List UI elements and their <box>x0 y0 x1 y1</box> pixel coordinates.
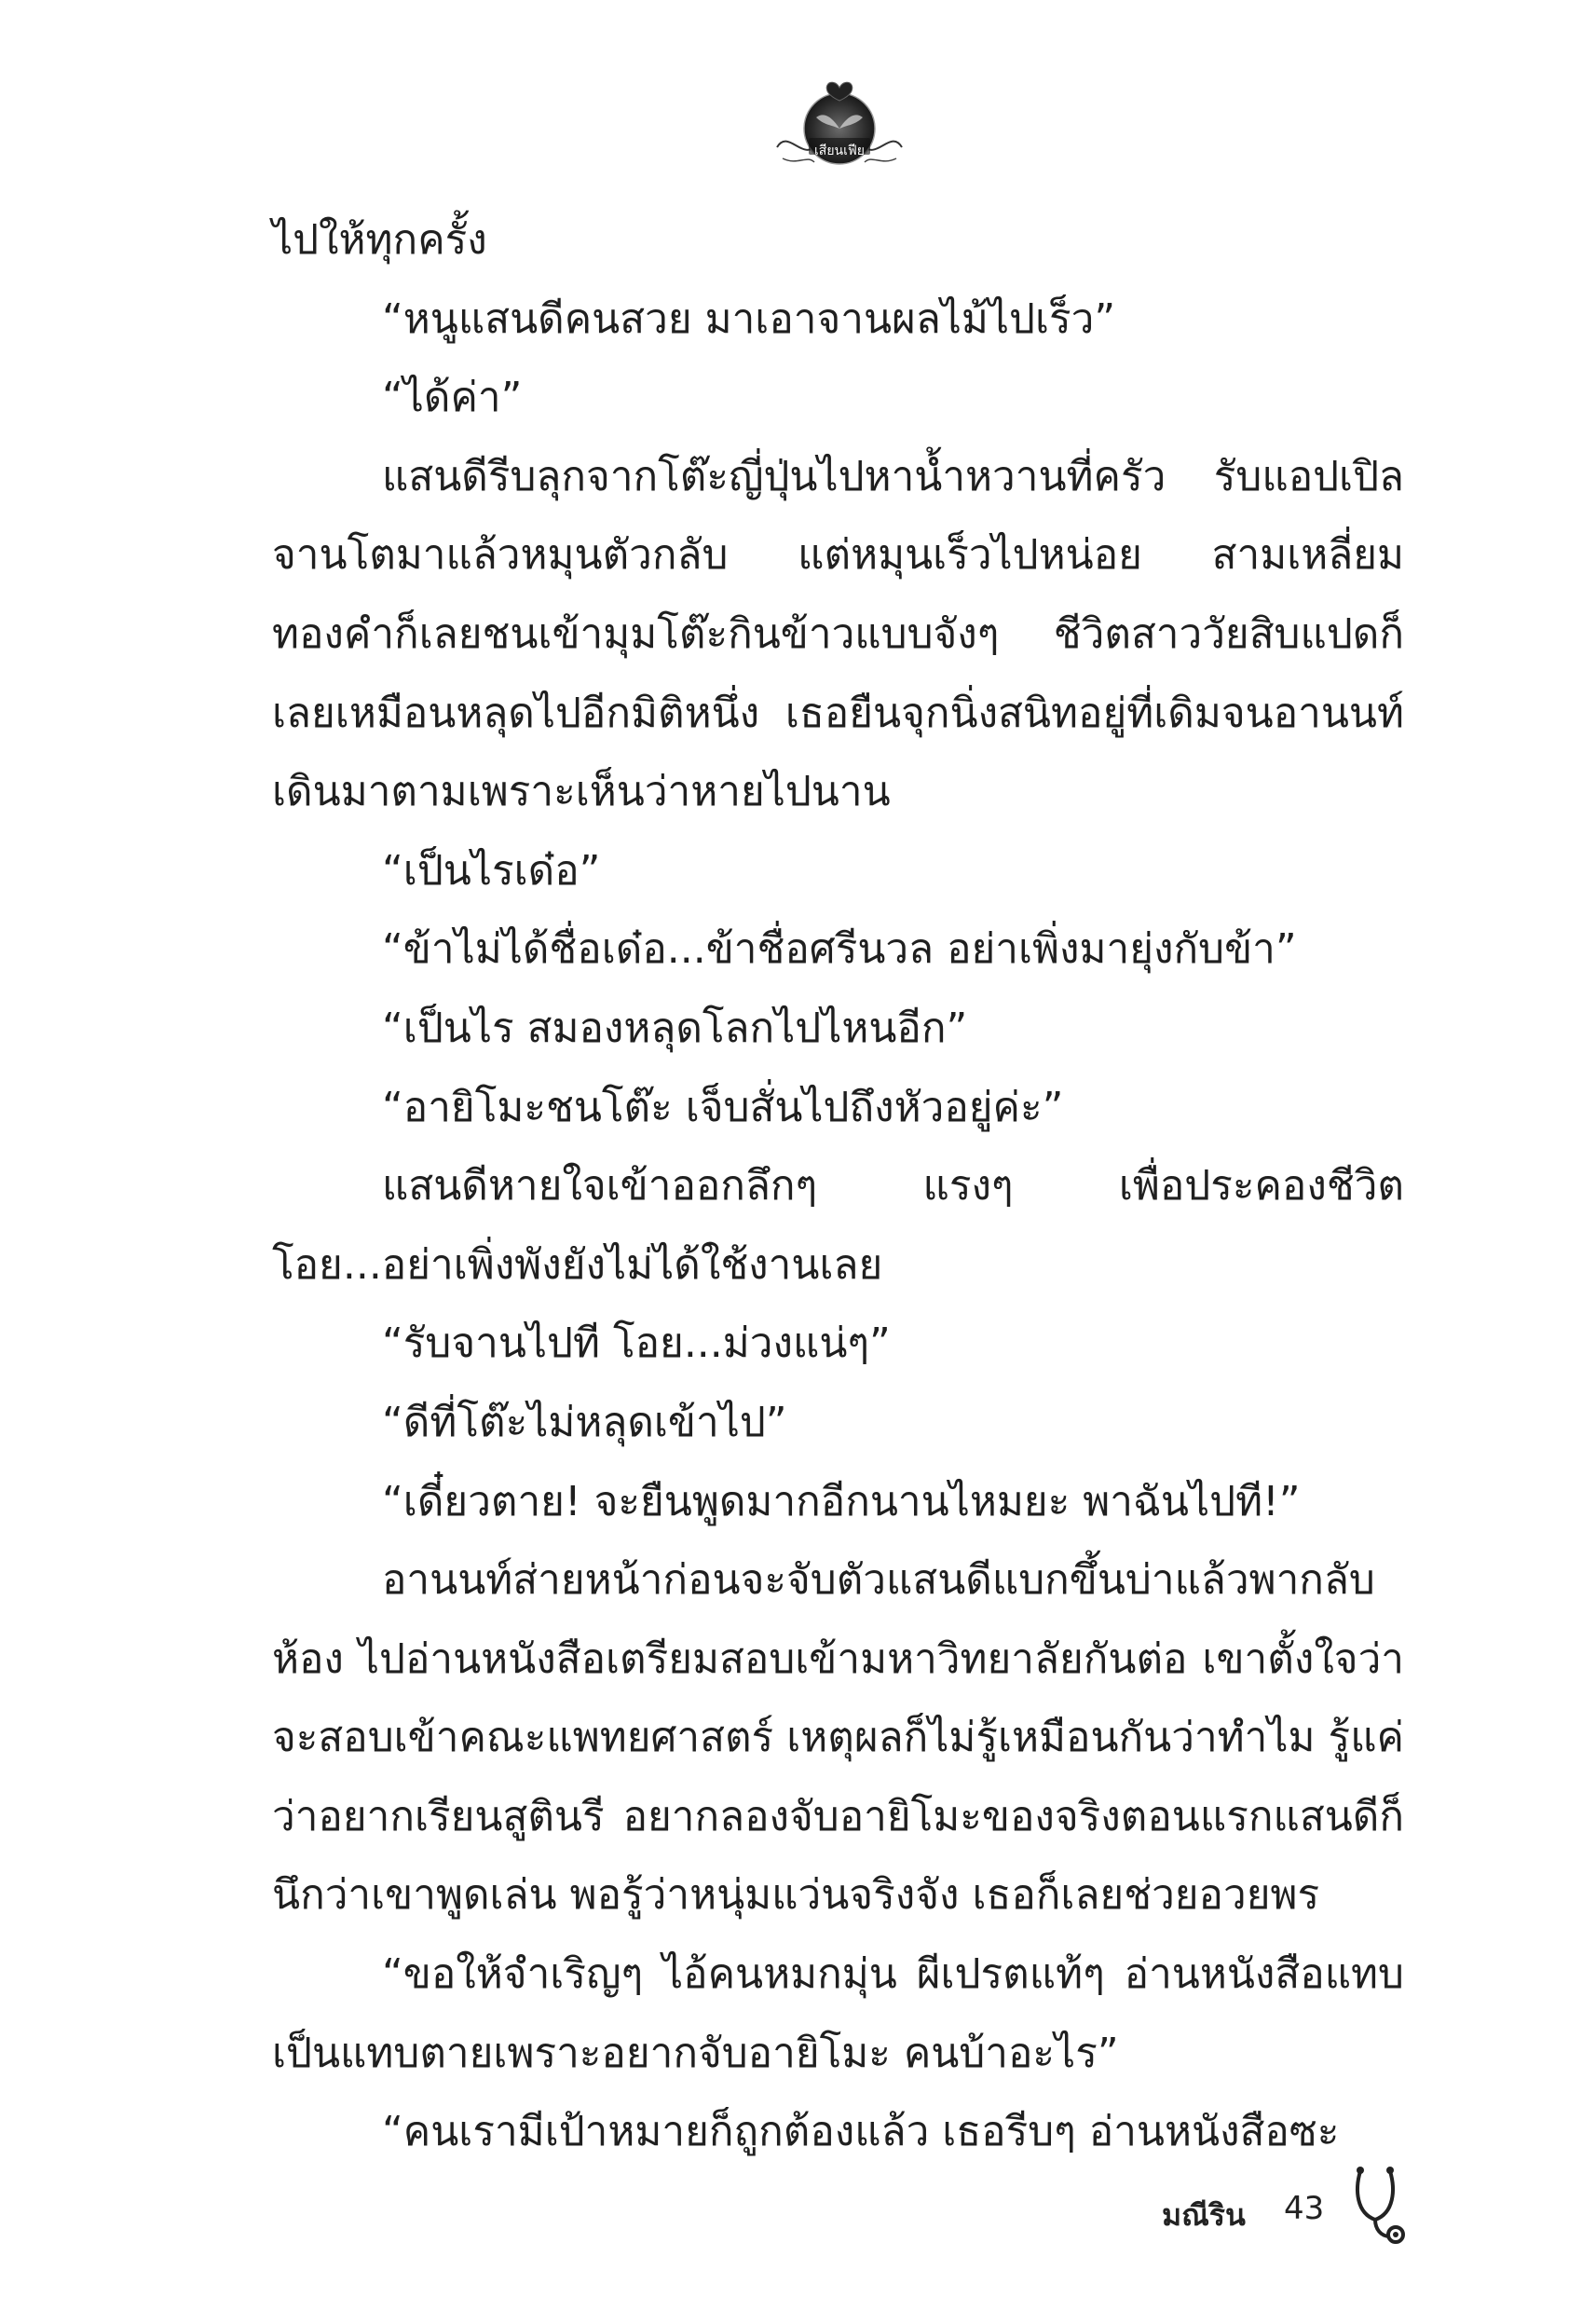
paragraph-9: แสนดีหายใจเข้าออกลึกๆ แรงๆ เพื่อประคองชีวิต โอย...อย่าเพิ่งพังยังไม่ได้ใช้งานเลย <box>272 1162 1404 1289</box>
paragraph-15: “คนเรามีเป้าหมายก็ถูกต้องแล้ว เธอรีบๆ อ่านหนังสือซะ <box>382 2108 1340 2156</box>
paragraph-5: “เป็นไรเด๋อ” <box>382 846 601 895</box>
logo-text: เสียนเฟีย <box>813 144 865 158</box>
paragraph-4: แสนดีรีบลุกจากโต๊ะญี่ปุ่นไปหาน้ำหวานที่ครัว รับแอปเปิลจานโตมาแล้วหมุนตัวกลับ แต่หมุนเร็วไปหน่อย สามเหลี่ยมทองคำก็เลยชนเข้ามุมโต๊ะกินข้าวแบบจังๆ ชีวิตสาววัยสิบแปดก็เลยเหมือนหลุดไปอีกมิติหนึ่ง เธอยืนจุกนิ่งสนิทอยู่ที่เดิมจนอานนท์เดินมาตามเพราะเห็นว่าหายไปนาน <box>272 452 1404 816</box>
paragraph-8: “อายิโมะชนโต๊ะ เจ็บสั่นไปถึงหัวอยู่ค่ะ” <box>382 1083 1064 1131</box>
paragraph-1: ไปให้ทุกครั้ง <box>272 216 487 264</box>
paragraph-13: อานนท์ส่ายหน้าก่อนจะจับตัวแสนดีแบกขึ้นบ่าแล้วพากลับห้อง ไปอ่านหนังสือเตรียมสอบเข้ามหาวิทยาลัยกันต่อ เขาตั้งใจว่าจะสอบเข้าคณะแพทยศาสตร์ เหตุผลก็ไม่รู้เหมือนกันว่าทำไม รู้แค่ว่าอยากเรียนสูตินรี อยากลองจับอายิโมะของจริงตอนแรกแสนดีก็นึกว่าเขาพูดเล่น พอรู้ว่าหนุ่มแว่นจริงจัง เธอก็เลยช่วยอวยพร <box>272 1556 1404 1920</box>
paragraph-12: “เดี๋ยวตาย! จะยืนพูดมากอีกนานไหมยะ พาฉันไปที!” <box>382 1477 1301 1525</box>
stethoscope-icon <box>1347 2162 1412 2248</box>
running-head: มณีริน <box>1162 2197 1246 2233</box>
paragraph-2: “หนูแสนดีคนสวย มาเอาจานผลไม้ไปเร็ว” <box>382 294 1116 343</box>
paragraph-6: “ข้าไม่ได้ชื่อเด๋อ...ข้าชื่อศรีนวล อย่าเพิ่งมายุ่งกับข้า” <box>382 925 1297 974</box>
book-logo <box>770 73 909 175</box>
paragraph-3: “ได้ค่า” <box>382 374 523 422</box>
paragraph-10: “รับจานไปที โอย...ม่วงแน่ๆ” <box>382 1320 891 1368</box>
paragraph-7: “เป็นไร สมองหลุดโลกไปไหนอีก” <box>382 1004 968 1052</box>
paragraph-14: “ขอให้จำเริญๆ ไอ้คนหมกมุ่น ผีเปรตแท้ๆ อ่านหนังสือแทบเป็นแทบตายเพราะอยากจับอายิโมะ คนบ้าอะไร” <box>272 1950 1404 2077</box>
page-number: 43 <box>1284 2190 1325 2227</box>
page-body <box>272 201 1404 2172</box>
page-footer <box>1146 2162 1416 2255</box>
paragraph-11: “ดีที่โต๊ะไม่หลุดเข้าไป” <box>382 1398 787 1446</box>
